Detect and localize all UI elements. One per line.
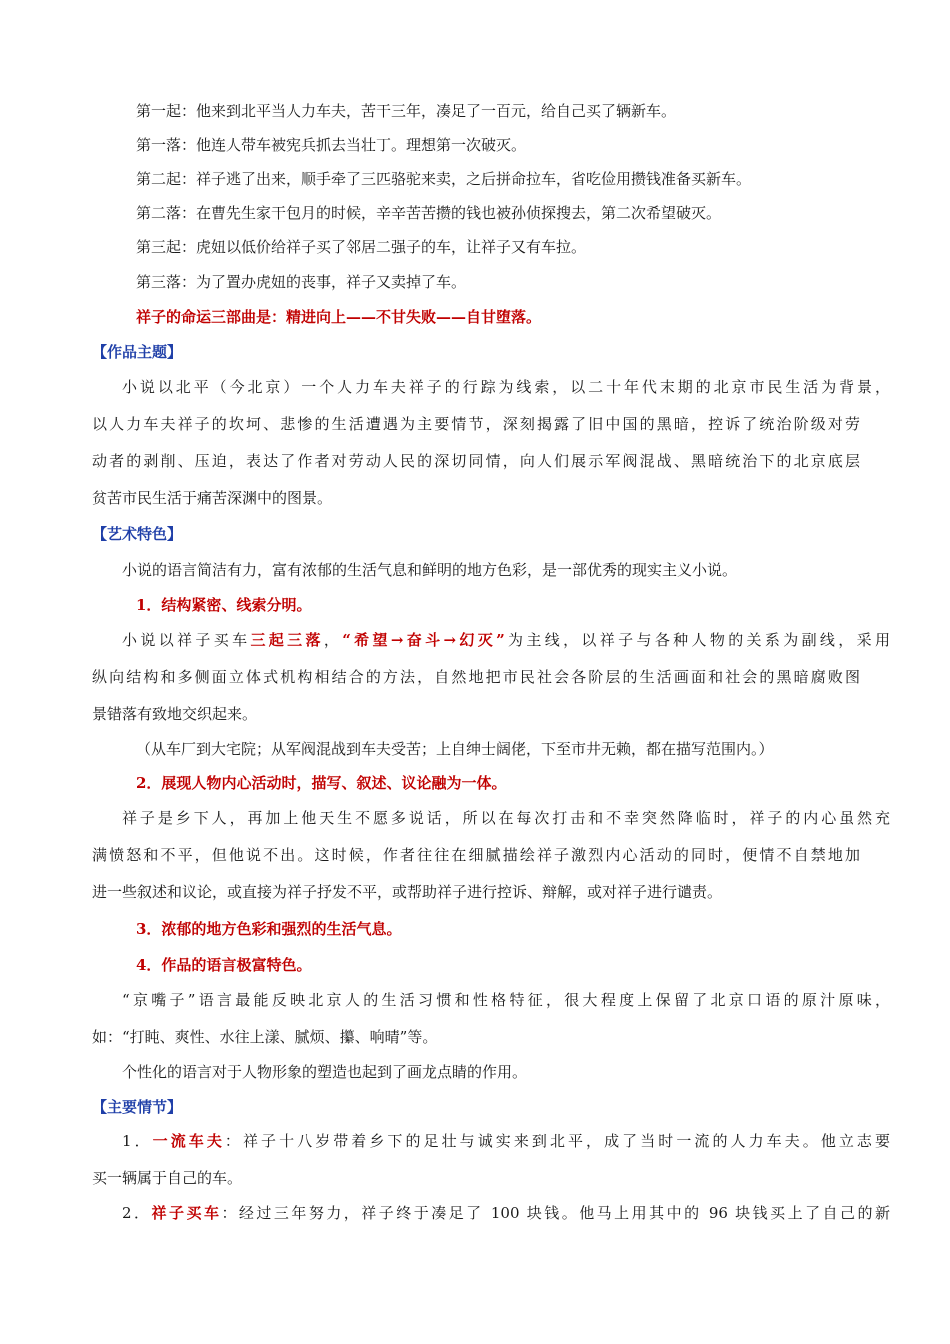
art-point-4-line: “京嘴子”语言最能反映北京人的生活习惯和性格特征，很大程度上保留了北京口语的原汁原味， — [122, 991, 890, 1009]
stage-line: 第三起：虎妞以低价给祥子买了邻居二强子的车，让祥子又有车拉。 — [136, 238, 587, 256]
art-point-2-line: 祥子是乡下人，再加上他天生不愿多说话，所以在每次打击和不幸突然降临时，祥子的内心虽然充 — [122, 809, 890, 827]
art-point-3: 3．浓郁的地方色彩和强烈的生活气息。 — [136, 920, 402, 938]
plot-item-number: 1． — [122, 1132, 153, 1150]
art-point-4-extra: 个性化的语言对于人物形象的塑造也起到了画龙点睛的作用。 — [122, 1063, 528, 1081]
theme-line: 动者的剥削、压迫，表达了作者对劳动人民的深切同情，向人们展示军阀混战、黑暗统治下的北京底层 — [92, 452, 860, 470]
plot-item-number: 2． — [122, 1204, 152, 1222]
stage-line: 第二落：在曹先生家干包月的时候，辛辛苦苦攒的钱也被孙侦探搜去，第二次希望破灭。 — [136, 204, 722, 222]
art-point-2: 2．展现人物内心活动时，描写、叙述、议论融为一体。 — [136, 774, 507, 792]
stage-line: 第三落：为了置办虎妞的丧事，祥子又卖掉了车。 — [136, 273, 467, 291]
plot-item-2 — [92, 1201, 890, 1225]
art-point-4-line: 如：“打盹、爽性、水往上漾、腻烦、攥、响晴”等。 — [92, 1028, 438, 1046]
plot-item-text: ：经过三年努力，祥子终于凑足了 100 块钱。他马上用其中的 96 块钱买上了自己的新 — [221, 1204, 890, 1222]
stage-line: 第二起：祥子逃了出来，顺手牵了三匹骆驼来卖，之后拼命拉车，省吃俭用攒钱准备买新车。 — [136, 170, 752, 188]
art-point-2-line: 满愤怒和不平，但他说不出。这时候，作者往往在细腻描绘祥子激烈内心活动的同时，便情不自禁地加 — [92, 846, 860, 864]
stage-line: 第一落：他连人带车被宪兵抓去当壮丁。理想第一次破灭。 — [136, 136, 527, 154]
plot-item-1 — [92, 1129, 890, 1153]
art-point-2-line: 进一些叙述和议论，或直接为祥子抒发不平，或帮助祥子进行控诉、辩解，或对祥子进行谴责。 — [92, 883, 723, 901]
art-point-1-line: 景错落有致地交织起来。 — [92, 705, 258, 723]
art-point-1: 1．结构紧密、线索分明。 — [136, 596, 312, 614]
plot-item-1-cont: 买一辆属于自己的车。 — [92, 1169, 243, 1187]
plot-item-title: 一流车夫 — [152, 1132, 225, 1150]
text-run: 小说以祥子买车 — [122, 631, 251, 649]
theme-line: 小说以北平（今北京）一个人力车夫祥子的行踪为线索，以二十年代末期的北京市民生活为背景， — [122, 378, 890, 396]
stage-line: 第一起：他来到北平当人力车夫，苦干三年，凑足了一百元，给自己买了辆新车。 — [136, 102, 677, 120]
art-point-1-line: 纵向结构和多侧面立体式机构相结合的方法，自然地把市民社会各阶层的生活画面和社会的黑暗腐败图 — [92, 668, 860, 686]
art-intro: 小说的语言简洁有力，富有浓郁的生活气息和鲜明的地方色彩，是一部优秀的现实主义小说。 — [122, 561, 738, 579]
theme-line: 贫苦市民生活于痛苦深渊中的图景。 — [92, 489, 333, 507]
plot-item-title: 祥子买车 — [151, 1204, 222, 1222]
art-point-1-line — [92, 628, 890, 652]
art-point-1-note: （从车厂到大宅院；从军阀混战到车夫受苦；上自绅士阔佬，下至市井无赖，都在描写范围内。） — [136, 740, 774, 758]
section-heading-theme: 【作品主题】 — [92, 343, 183, 361]
highlight-three-rises: 三起三落 — [250, 631, 324, 649]
highlight-hope-struggle: “希望→奋斗→幻灭” — [342, 631, 505, 649]
text-run: 为主线，以祥子与各种人物的关系为副线，采用 — [504, 631, 890, 649]
art-point-4: 4．作品的语言极富特色。 — [136, 956, 312, 974]
fate-summary: 祥子的命运三部曲是：精进向上——不甘失败——自甘堕落。 — [136, 308, 542, 326]
section-heading-art: 【艺术特色】 — [92, 525, 183, 543]
text-run: ， — [323, 631, 343, 649]
section-heading-plot: 【主要情节】 — [92, 1098, 183, 1116]
plot-item-text: ：祥子十八岁带着乡下的足壮与诚实来到北平，成了当时一流的人力车夫。他立志要 — [224, 1132, 890, 1150]
theme-line: 以人力车夫祥子的坎坷、悲惨的生活遭遇为主要情节，深刻揭露了旧中国的黑暗，控诉了统治阶级对劳 — [92, 415, 860, 433]
